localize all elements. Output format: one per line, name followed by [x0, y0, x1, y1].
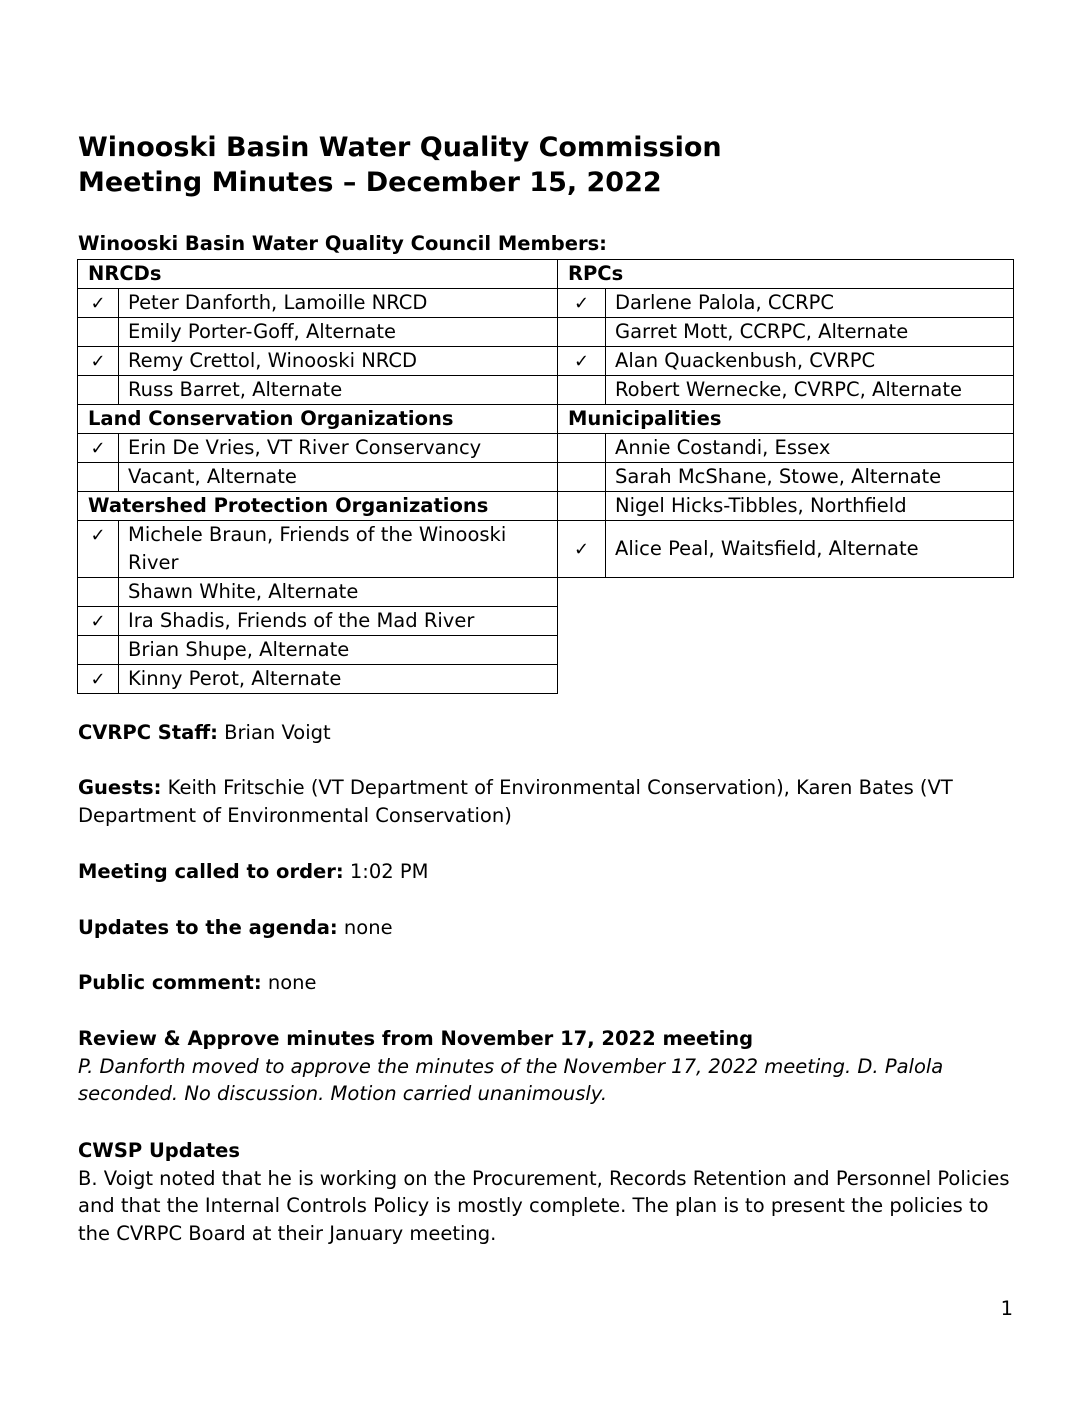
section-header: Land Conservation Organizations	[78, 405, 558, 434]
member-row	[78, 463, 558, 492]
guests-value: Keith Fritschie (VT Department of Environmental Conservation), Karen Bates (VT Department of Environmental Conservation)	[78, 776, 953, 827]
member-row	[78, 665, 558, 694]
member-row	[78, 289, 558, 318]
member-name: Shawn White, Alternate	[119, 578, 558, 607]
member-row	[558, 318, 1014, 347]
checkmark-icon: ✓	[573, 293, 590, 314]
called-to-order-paragraph	[78, 858, 1018, 886]
section-header: RPCs	[558, 260, 1014, 289]
public-comment-label: Public comment:	[78, 971, 262, 994]
section-header: Municipalities	[558, 405, 1014, 434]
public-comment-paragraph	[78, 969, 1018, 997]
checkmark-icon: ✓	[90, 438, 106, 459]
member-row	[558, 463, 1014, 492]
member-row	[558, 434, 1014, 463]
attendance-cell	[78, 521, 119, 578]
attendance-cell	[78, 665, 119, 694]
attendance-cell	[78, 463, 119, 492]
member-name: Remy Crettol, Winooski NRCD	[119, 347, 558, 376]
attendance-cell	[78, 289, 119, 318]
guests-label: Guests:	[78, 776, 162, 799]
member-name: Nigel Hicks-Tibbles, Northfield	[606, 492, 1014, 521]
member-name: Alan Quackenbush, CVRPC	[606, 347, 1014, 376]
member-row	[558, 492, 1014, 521]
public-comment-value: none	[261, 971, 317, 994]
member-row	[78, 521, 558, 578]
members-table-right	[557, 259, 1014, 578]
member-row	[558, 289, 1014, 318]
checkmark-icon: ✓	[90, 525, 106, 546]
agenda-updates-paragraph	[78, 914, 1018, 942]
member-name: Sarah McShane, Stowe, Alternate	[606, 463, 1014, 492]
agenda-updates-label: Updates to the agenda:	[78, 916, 338, 939]
attendance-cell	[558, 434, 606, 463]
attendance-cell	[558, 521, 606, 578]
member-row	[558, 347, 1014, 376]
cwsp-updates-section	[78, 1137, 1018, 1247]
attendance-cell	[78, 636, 119, 665]
document-title	[78, 130, 722, 200]
attendance-cell	[558, 318, 606, 347]
attendance-cell	[78, 434, 119, 463]
member-row	[78, 318, 558, 347]
member-name: Erin De Vries, VT River Conservancy	[119, 434, 558, 463]
member-name: Michele Braun, Friends of the Winooski River	[119, 521, 558, 578]
attendance-cell	[78, 607, 119, 636]
section-header-row	[558, 405, 1014, 434]
member-row	[78, 376, 558, 405]
attendance-cell	[558, 289, 606, 318]
member-name: Vacant, Alternate	[119, 463, 558, 492]
attendance-cell	[78, 347, 119, 376]
review-minutes-section	[78, 1025, 1018, 1108]
members-table-left	[77, 259, 558, 694]
title-line-2: Meeting Minutes – December 15, 2022	[78, 167, 662, 198]
checkmark-icon: ✓	[573, 539, 590, 560]
member-name: Russ Barret, Alternate	[119, 376, 558, 405]
member-name: Emily Porter-Goff, Alternate	[119, 318, 558, 347]
member-row	[78, 578, 558, 607]
attendance-cell	[558, 492, 606, 521]
review-minutes-text: P. Danforth moved to approve the minutes of the November 17, 2022 meeting. D. Palola seconded. No discussion. Motion carried unanimously.	[78, 1054, 944, 1105]
called-to-order-label: Meeting called to order:	[78, 860, 344, 883]
member-name: Peter Danforth, Lamoille NRCD	[119, 289, 558, 318]
member-name: Darlene Palola, CCRPC	[606, 289, 1014, 318]
attendance-cell	[558, 463, 606, 492]
called-to-order-value: 1:02 PM	[343, 860, 429, 883]
title-line-1: Winooski Basin Water Quality Commission	[78, 132, 722, 163]
section-header-row	[78, 405, 558, 434]
member-row	[78, 636, 558, 665]
member-row	[558, 521, 1014, 578]
section-header: Watershed Protection Organizations	[78, 492, 558, 521]
section-header-row	[78, 260, 558, 289]
member-name: Kinny Perot, Alternate	[119, 665, 558, 694]
member-row	[78, 607, 558, 636]
checkmark-icon: ✓	[573, 351, 590, 372]
section-header: NRCDs	[78, 260, 558, 289]
section-header-row	[558, 260, 1014, 289]
staff-paragraph	[78, 719, 1018, 747]
cwsp-updates-text: B. Voigt noted that he is working on the Procurement, Records Retention and Personnel Policies and that the Internal Controls Policy is mostly complete. The plan is to present the policies to the CVRPC Board at their January meeting.	[78, 1166, 1010, 1245]
page-number: 1	[1000, 1297, 1013, 1320]
attendance-cell	[78, 318, 119, 347]
attendance-cell	[78, 578, 119, 607]
attendance-cell	[558, 347, 606, 376]
member-name: Brian Shupe, Alternate	[119, 636, 558, 665]
staff-label: CVRPC Staff:	[78, 721, 218, 744]
checkmark-icon: ✓	[90, 611, 106, 632]
member-name: Alice Peal, Waitsfield, Alternate	[606, 521, 1014, 578]
attendance-cell	[558, 376, 606, 405]
member-row	[78, 434, 558, 463]
checkmark-icon: ✓	[90, 669, 106, 690]
member-name: Garret Mott, CCRPC, Alternate	[606, 318, 1014, 347]
attendance-cell	[78, 376, 119, 405]
cwsp-updates-heading: CWSP Updates	[78, 1139, 241, 1162]
agenda-updates-value: none	[337, 916, 393, 939]
member-row	[78, 347, 558, 376]
member-name: Robert Wernecke, CVRPC, Alternate	[606, 376, 1014, 405]
council-members-heading: Winooski Basin Water Quality Council Members:	[78, 232, 607, 255]
member-name: Annie Costandi, Essex	[606, 434, 1014, 463]
review-minutes-heading: Review & Approve minutes from November 17, 2022 meeting	[78, 1027, 754, 1050]
checkmark-icon: ✓	[90, 293, 106, 314]
checkmark-icon: ✓	[90, 351, 106, 372]
guests-paragraph	[78, 774, 1018, 829]
section-header-row	[78, 492, 558, 521]
staff-value: Brian Voigt	[217, 721, 331, 744]
member-name: Ira Shadis, Friends of the Mad River	[119, 607, 558, 636]
member-row	[558, 376, 1014, 405]
